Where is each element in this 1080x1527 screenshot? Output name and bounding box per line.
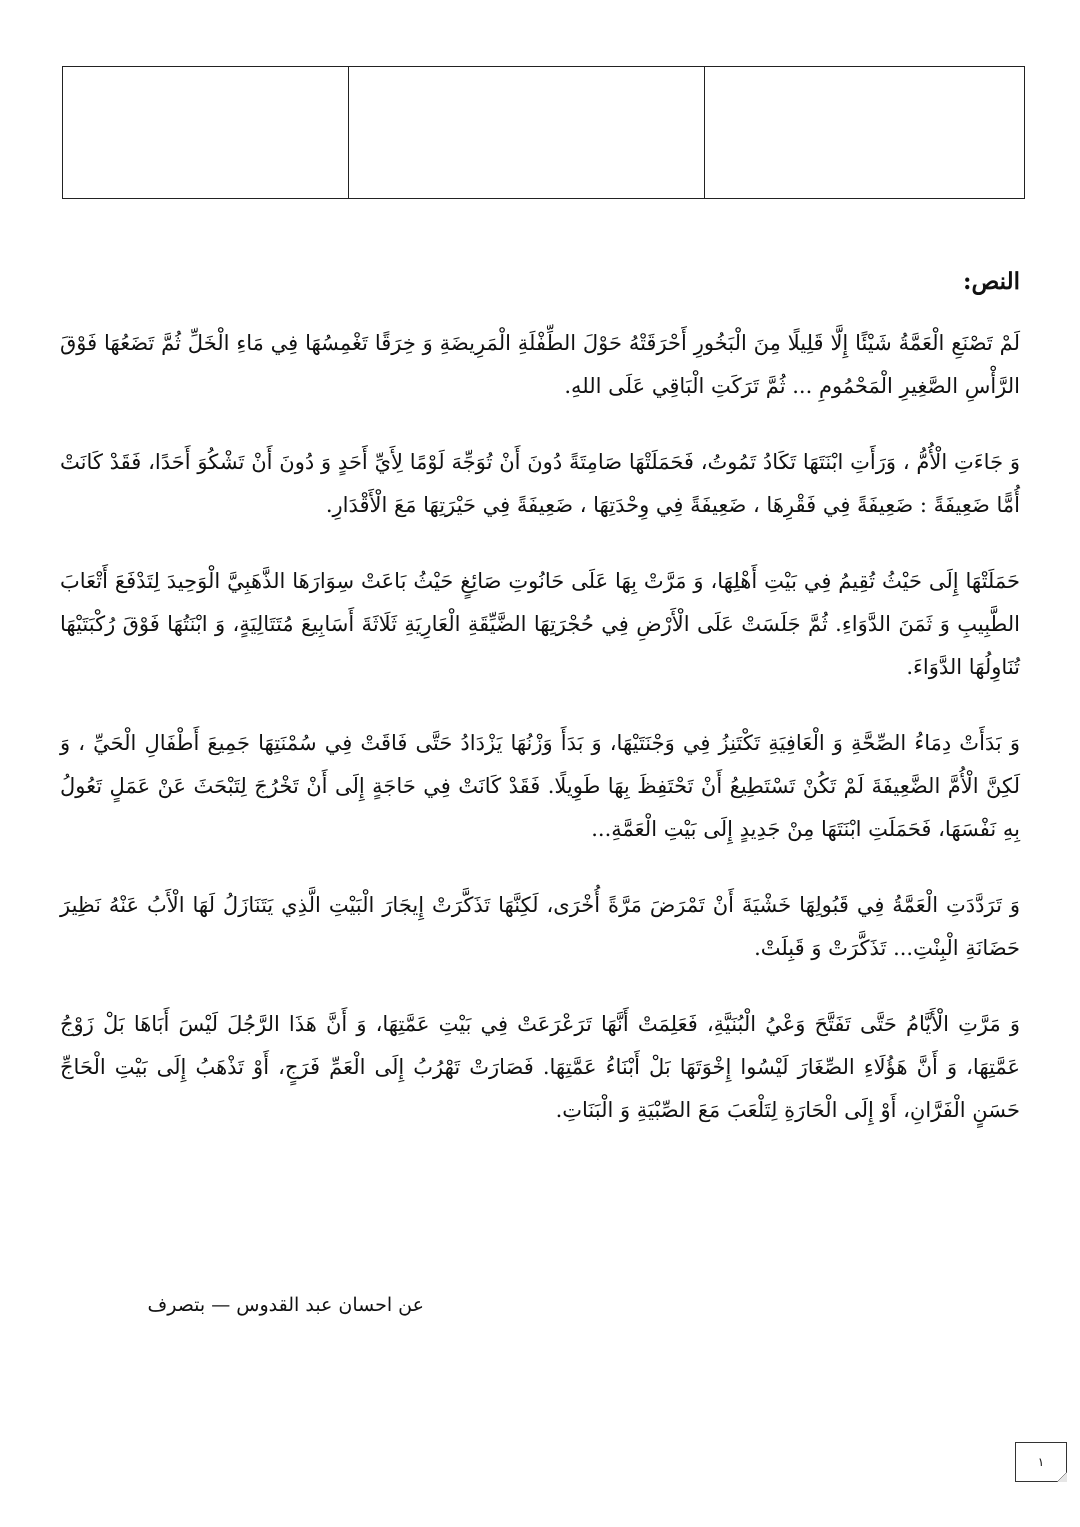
section-title: النص: [962, 268, 1020, 295]
paragraph-4: وَ بَدَأَتْ دِمَاءُ الصِّحَّةِ وَ الْعَافِيَةِ تَكْتَنِزُ فِي وَجْنَتَيْهَا، وَ بَدَأَ وَزْنُهَا يَزْدَادُ حَتَّى فَاقَتْ فِي سُمْنَتِهَا جَمِيعَ أَطْفَالِ الْحَيِّ ، وَ لَكِنَّ الْأُمَّ الضَّعِيفَةَ لَمْ تَكُنْ تَسْتَطِيعُ أَنْ تَحْتَفِظَ بِهَا طَوِيلًا. فَقَدْ كَانَتْ فِي حَاجَةٍ إِلَى أَنْ تَخْرُجَ لِتَبْحَثَ عَنْ عَمَلٍ تَعُولُ بِهِ نَفْسَهَا، فَحَمَلَتِ ابْنَتَهَا مِنْ جَدِيدٍ إِلَى بَيْتِ الْعَمَّةِ... [60, 731, 1020, 841]
header-cell-left [63, 67, 349, 198]
header-cell-middle [349, 67, 705, 198]
paragraph-5: وَ تَرَدَّدَتِ الْعَمَّةُ فِي قَبُولِهَا خَشْيَةَ أَنْ تَمْرَضَ مَرَّةً أُخْرَى، لَكِنَّهَا تَذَكَّرَتْ إِيجَارَ الْبَيْتِ الَّذِي يَتَنَازَلُ لَهَا الْأَبُ عَنْهُ نَظِيرَ حَضَانَةِ الْبِنْتِ... تَذَكَّرَتْ وَ قَبِلَتْ. [60, 893, 1020, 960]
header-cell-right [705, 67, 1024, 198]
paragraph-1: لَمْ تَصْنَعِ الْعَمَّةُ شَيْئًا إِلَّا قَلِيلًا مِنَ الْبَخُورِ أَحْرَقَتْهُ حَوْلَ الطِّفْلَةِ الْمَرِيضَةِ وَ خِرَقًا تَغْمِسُهَا فِي مَاءِ الْخَلِّ ثُمَّ تَضَعُهَا فَوْقَ الرَّأْسِ الصَّغِيرِ الْمَحْمُومِ ... ثُمَّ تَرَكَتِ الْبَاقِي عَلَى اللهِ. [60, 331, 1020, 398]
source-credit: عن احسان عبد القدوس — بتصرف [147, 1294, 424, 1316]
page-number: ١ [1015, 1442, 1067, 1482]
paragraph-3: حَمَلَتْهَا إِلَى حَيْثُ تُقِيمُ فِي بَيْتِ أَهْلِهَا، وَ مَرَّتْ بِهَا عَلَى حَانُوتِ صَائِغٍ حَيْثُ بَاعَتْ سِوَارَهَا الذَّهَبِيَّ الْوَحِيدَ لِتَدْفَعَ أَتْعَابَ الطَّبِيبِ وَ ثَمَنَ الدَّوَاءِ. ثُمَّ جَلَسَتْ عَلَى الْأَرْضِ فِي حُجْرَتِهَا الضَّيِّقَةِ الْعَارِيَةِ ثَلَاثَةَ أَسَابِيعَ مُتَتَالِيَةٍ، وَ ابْنَتُهَا فَوْقَ رُكْبَتَيْهَا تُنَاوِلُهَا الدَّوَاءَ. [60, 569, 1020, 679]
paragraph-6: وَ مَرَّتِ الْأَيَّامُ حَتَّى تَفَتَّحَ وَعْيُ الْبُنَيَّةِ، فَعَلِمَتْ أَنَّهَا تَرَعْرَعَتْ فِي بَيْتِ عَمَّتِهَا، وَ أَنَّ هَذَا الرَّجُلَ لَيْسَ أَبَاهَا بَلْ زَوْجُ عَمَّتِهَا، وَ أَنَّ هَؤُلَاءِ الصِّغَارَ لَيْسُوا إِخْوَتَهَا بَلْ أَبْنَاءُ عَمَّتِهَا. فَصَارَتْ تَهْرُبُ إِلَى الْعَمِّ فَرَجٍ، أَوْ تَذْهَبُ إِلَى بَيْتِ الْحَاجِّ حَسَنٍ الْفَرَّانِ، أَوْ إِلَى الْحَارَةِ لِتَلْعَبَ مَعَ الصِّبْيَةِ وَ الْبَنَاتِ. [60, 1012, 1021, 1122]
text-body [60, 322, 1020, 1165]
header-table [62, 66, 1025, 199]
paragraph-2: وَ جَاءَتِ الْأُمُّ ، وَرَأَتِ ابْنَتَهَا تَكَادُ تَمُوتُ، فَحَمَلَتْهَا صَامِتَةً دُونَ أَنْ تُوَجِّهَ لَوْمًا لِأَيِّ أَحَدٍ وَ دُونَ أَنْ تَشْكُوَ أَحَدًا، فَقَدْ كَانَتْ أُمًّا ضَعِيفَةً : ضَعِيفَةً فِي فَقْرِهَا ، ضَعِيفَةً فِي وِحْدَتِهَا ، ضَعِيفَةً فِي حَيْرَتِهَا مَعَ الْأَقْدَارِ. [60, 450, 1020, 517]
